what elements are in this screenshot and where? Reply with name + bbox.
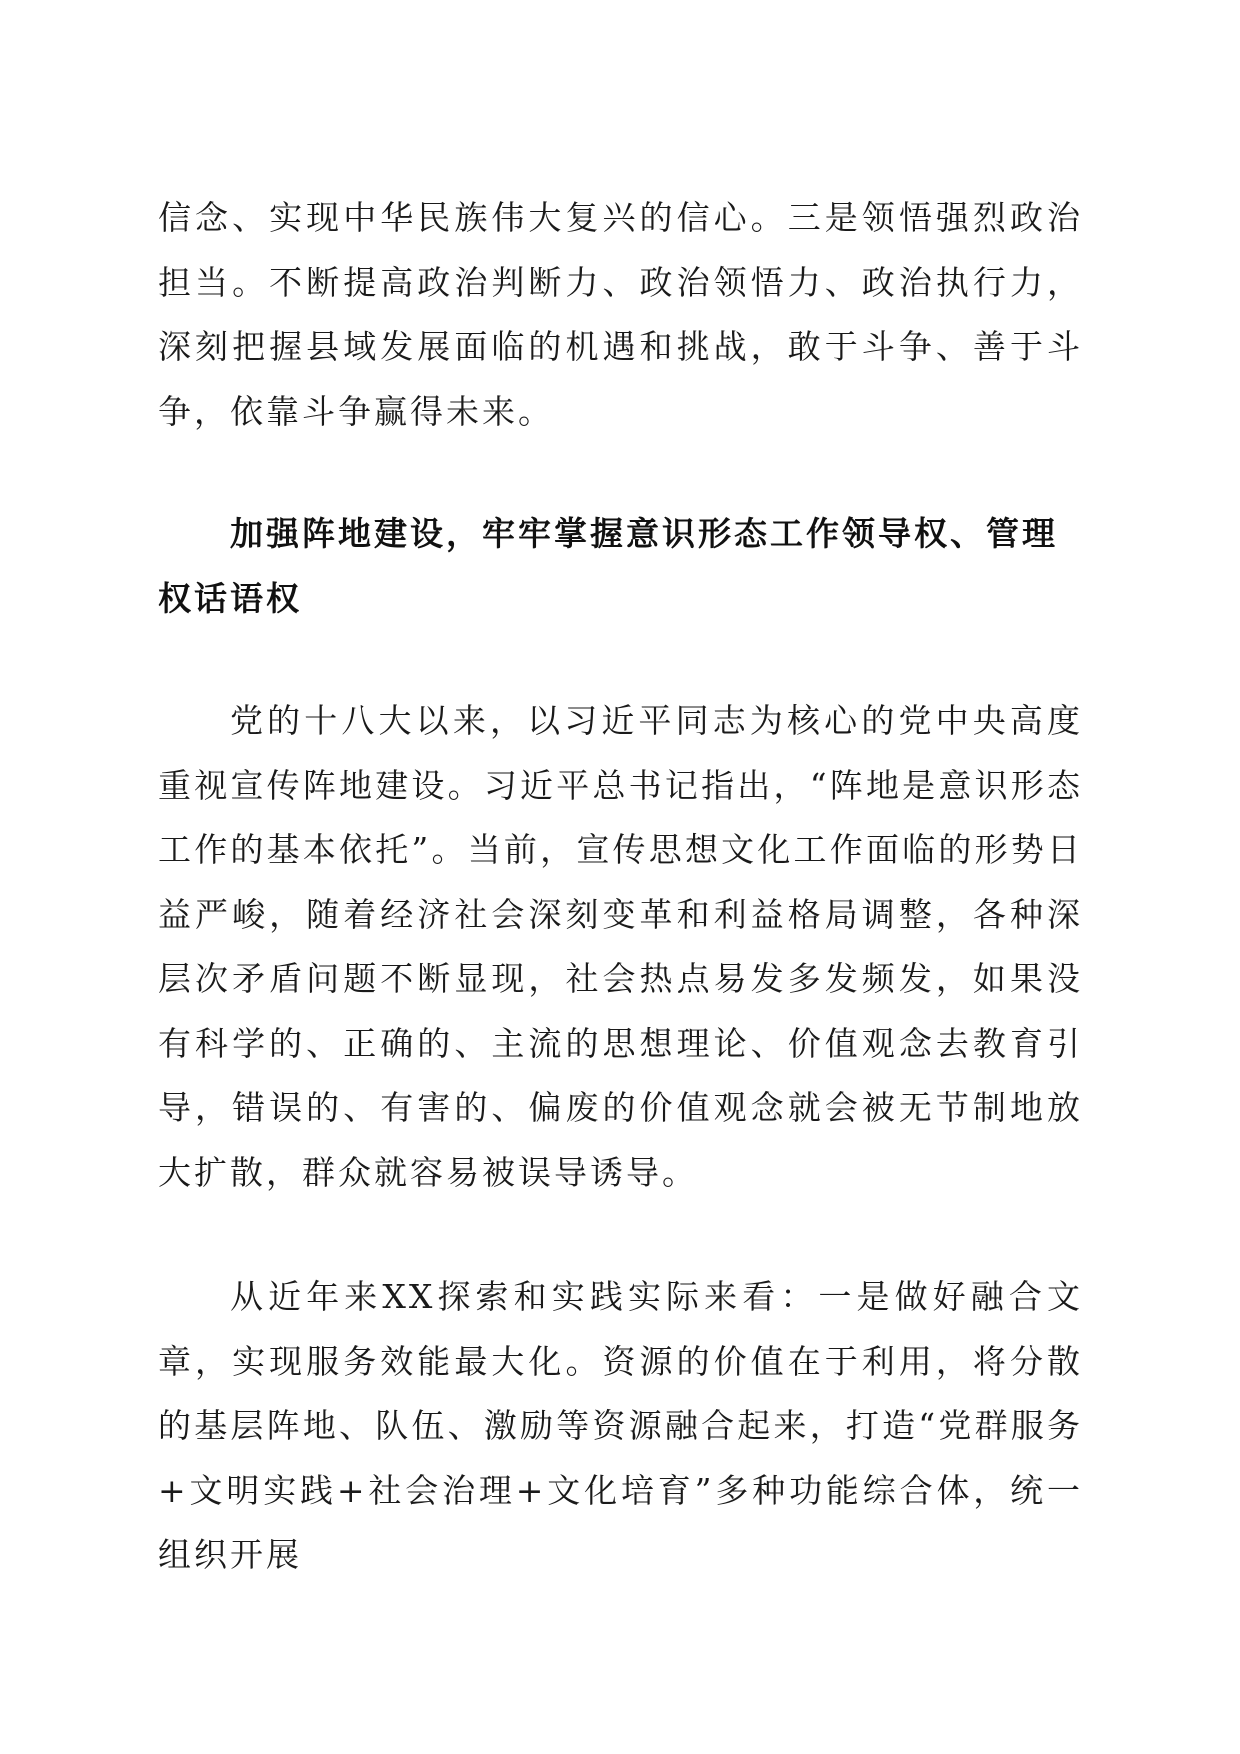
document-body bbox=[158, 186, 1083, 1588]
continued-paragraph: 信念、实现中华民族伟大复兴的信心。三是领悟强烈政治担当。不断提高政治判断力、政治领悟力、政治执行力，深刻把握县域发展面临的机遇和挑战，敢于斗争、善于斗争，依靠斗争赢得未来。 bbox=[158, 198, 1083, 431]
paragraph-spacer bbox=[158, 1205, 1083, 1265]
paragraph-spacer bbox=[158, 444, 1083, 502]
section-heading: 加强阵地建设，牢牢掌握意识形态工作领导权、管理权话语权 bbox=[158, 514, 1058, 618]
body-paragraph-party-congress: 党的十八大以来，以习近平同志为核心的党中央高度重视宣传阵地建设。习近平总书记指出，“阵地是意识形态工作的基本依托”。当前，宣传思想文化工作面临的形势日益严峻，随着经济社会深刻变革和利益格局调整，各种深层次矛盾问题不断显现，社会热点易发多发频发，如果没有科学的、正确的、主流的思想理论、价值观念去教育引导，错误的、有害的、偏废的价值观念就会被无节制地放大扩散，群众就容易被误导诱导。 bbox=[158, 701, 1083, 1192]
body-paragraph-practice: 从近年来XX探索和实践实际来看：一是做好融合文章，实现服务效能最大化。资源的价值在于利用，将分散的基层阵地、队伍、激励等资源融合起来，打造“党群服务+文明实践+社会治理+文化培育”多种功能综合体，统一组织开展 bbox=[158, 1277, 1083, 1574]
paragraph-spacer bbox=[158, 631, 1083, 689]
